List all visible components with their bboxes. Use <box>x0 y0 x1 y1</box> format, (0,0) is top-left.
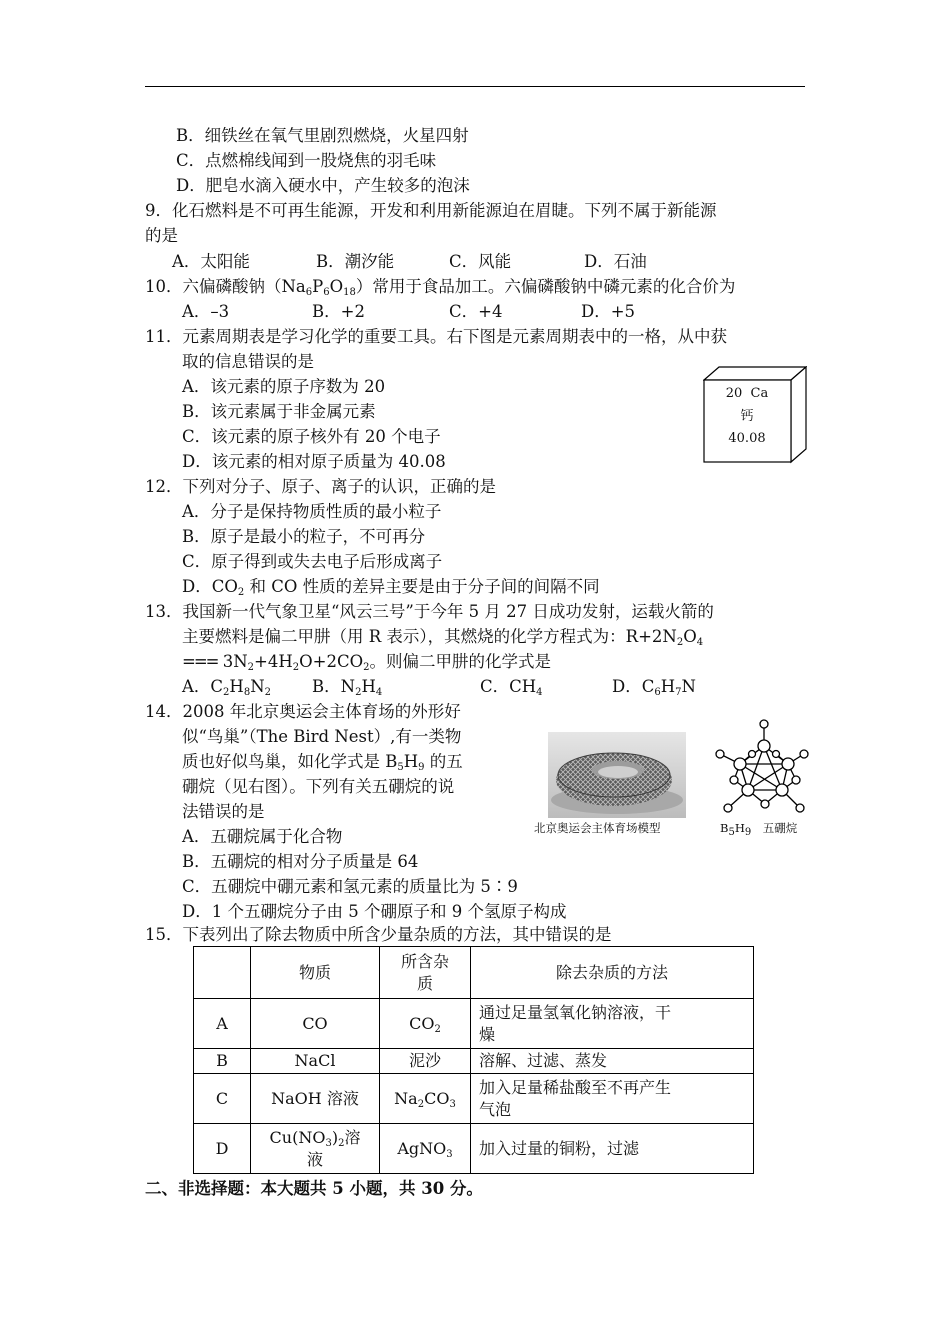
q13-stem-line3: === $3N_2+4H_2O+2CO_2$。则偏二甲肼的化学式是 <box>182 652 552 673</box>
q14-stem-line4: 硼烷（见右图）。下列有关五硼烷的说 <box>182 777 455 796</box>
q11-option-b: B．该元素属于非金属元素 <box>182 402 376 421</box>
periodic-table-cell <box>703 366 807 464</box>
table-header-substance: 物质 <box>251 947 380 999</box>
q10-option-c: C．+4 <box>449 302 503 321</box>
table-header-method: 除去杂质的方法 <box>471 947 754 999</box>
q14-stem-line5: 法错误的是 <box>182 802 265 821</box>
row-label: B <box>194 1049 251 1074</box>
q10-option-b: B．+2 <box>312 302 365 321</box>
table-row <box>194 1124 754 1174</box>
q8-option-d: D．肥皂水滴入硬水中，产生较多的泡沫 <box>176 176 470 195</box>
photo-caption: 北京奥运会主体育场模型 <box>534 821 661 835</box>
q13-option-b: B．$N_2H_4$ <box>312 677 383 698</box>
q13-stem-line1: 13．我国新一代气象卫星“风云三号”于今年 5 月 27 日成功发射，运载火箭的 <box>145 602 714 621</box>
q12-option-d: D．$CO_2$ 和 CO 性质的差异主要是由于分子间的间隔不同 <box>182 577 600 598</box>
q13-option-a: A．$C_2H_8N_2$ <box>182 677 271 698</box>
q13-option-c: C．$CH_4$ <box>480 677 543 698</box>
q9-option-a: A．太阳能 <box>172 252 250 271</box>
impurity-removal-table <box>193 946 754 1174</box>
q8-option-c: C．点燃棉线闻到一股烧焦的羽毛味 <box>176 151 437 170</box>
table-header-blank <box>194 947 251 999</box>
row-impurity: AgNO$_3$ <box>380 1124 471 1174</box>
row-method: 溶解、过滤、蒸发 <box>471 1049 754 1074</box>
q10-option-d: D．+5 <box>581 302 636 321</box>
table-row <box>194 1074 754 1124</box>
q12-option-a: A．分子是保持物质性质的最小粒子 <box>182 502 442 521</box>
q11-stem-line2: 取的信息错误的是 <box>182 352 314 371</box>
table-header-impurity: 所含杂 质 <box>380 947 471 999</box>
q11-stem-line1: 11．元素周期表是学习化学的重要工具。右下图是元素周期表中的一格，从中获 <box>145 327 727 346</box>
q15-stem: 15．下表列出了除去物质中所含少量杂质的方法，其中错误的是 <box>145 925 612 944</box>
q11-option-c: C．该元素的原子核外有 20 个电子 <box>182 427 441 446</box>
q9-option-c: C．风能 <box>449 252 512 271</box>
q14-option-d: D．1 个五硼烷分子由 5 个硼原子和 9 个氢原子构成 <box>182 902 567 921</box>
table-header-row <box>194 947 754 999</box>
row-substance: NaOH 溶液 <box>251 1074 380 1124</box>
q14-option-c: C．五硼烷中硼元素和氢元素的质量比为 5∶9 <box>182 877 518 896</box>
section-two-heading: 二、非选择题：本大题共 5 小题，共 30 分。 <box>145 1179 483 1198</box>
row-substance: NaCl <box>251 1049 380 1074</box>
q12-stem: 12．下列对分子、原子、离子的认识，正确的是 <box>145 477 496 496</box>
row-label: D <box>194 1124 251 1174</box>
q9-option-b: B．潮汐能 <box>316 252 395 271</box>
row-label: C <box>194 1074 251 1124</box>
row-method: 加入足量稀盐酸至不再产生 气泡 <box>471 1074 754 1124</box>
table-row <box>194 1049 754 1074</box>
q10-option-a: A．–3 <box>182 302 230 321</box>
row-impurity: 泥沙 <box>380 1049 471 1074</box>
q11-option-d: D．该元素的相对原子质量为 40.08 <box>182 452 446 471</box>
molecule-caption: $B_5H_9$ 五硼烷 <box>720 821 798 838</box>
row-impurity: $CO_2$ <box>380 999 471 1049</box>
q9-option-d: D．石油 <box>584 252 647 271</box>
stadium-model-photo <box>548 732 686 818</box>
header-rule <box>145 86 805 87</box>
row-substance: $Cu(NO_3)_2$溶 液 <box>251 1124 380 1174</box>
q14-option-a: A．五硼烷属于化合物 <box>182 827 343 846</box>
q12-option-c: C．原子得到或失去电子后形成离子 <box>182 552 443 571</box>
row-substance: CO <box>251 999 380 1049</box>
q12-option-b: B．原子是最小的粒子，不可再分 <box>182 527 426 546</box>
q14-option-b: B．五硼烷的相对分子质量是 64 <box>182 852 419 871</box>
q9-stem-line2: 的是 <box>145 226 178 245</box>
q10-stem: 10．六偏磷酸钠$(Na_6P_6O_{18})$常用于食品加工。六偏磷酸钠中磷元素的化合价为 <box>145 277 736 298</box>
table-row <box>194 999 754 1049</box>
cell-element-name: 钙 <box>740 409 754 424</box>
row-method: 加入过量的铜粉，过滤 <box>471 1124 754 1174</box>
row-label: A <box>194 999 251 1049</box>
q11-option-a: A．该元素的原子序数为 20 <box>182 377 386 396</box>
q13-option-d: D．$C_6H_7N$ <box>612 677 696 698</box>
cell-number-symbol: 20 Ca <box>725 386 769 401</box>
cell-atomic-mass: 40.08 <box>728 431 766 446</box>
row-method: 通过足量氢氧化钠溶液，干 燥 <box>471 999 754 1049</box>
q14-stem-line1: 14．2008 年北京奥运会主体育场的外形好 <box>145 702 461 721</box>
pentaborane-molecule-diagram <box>704 716 814 824</box>
q9-stem-line1: 9．化石燃料是不可再生能源，开发和利用新能源迫在眉睫。下列不属于新能源 <box>145 201 717 220</box>
q14-stem-line2: 似“鸟巢”（The Bird Nest）,有一类物 <box>182 727 462 746</box>
row-impurity: $Na_2CO_3$ <box>380 1074 471 1124</box>
q13-stem-line2: 主要燃料是偏二甲肼（用 R 表示），其燃烧的化学方程式为：$R+2N_2O_4$ <box>182 627 704 648</box>
q14-stem-line3: 质也好似鸟巢，如化学式是 $B_5H_9$ 的五 <box>182 752 463 773</box>
q8-option-b: B．细铁丝在氧气里剧烈燃烧，火星四射 <box>176 126 469 145</box>
